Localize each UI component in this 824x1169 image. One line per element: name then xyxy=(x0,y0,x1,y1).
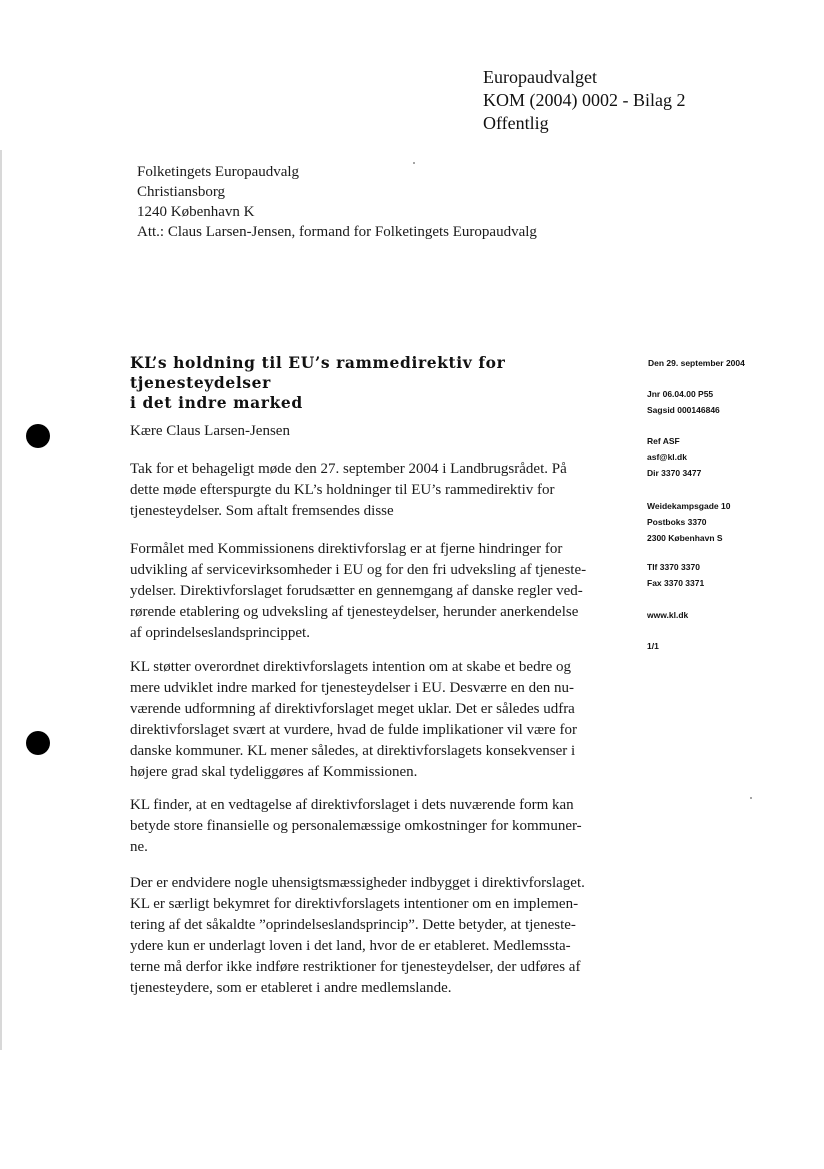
salutation: Kære Claus Larsen-Jensen xyxy=(130,423,290,439)
sender-phone: Tlf 3370 3370 xyxy=(647,562,700,572)
sidebar-address xyxy=(647,498,730,546)
paragraph-line: tjenesteydelser. Som aftalt fremsendes disse xyxy=(130,503,394,519)
contact-ref: Ref ASF xyxy=(647,436,680,446)
subject-line-1: KL’s holdning til EU’s rammedirektiv for tjenesteydelser xyxy=(130,353,506,392)
paragraph-line: ydere kun er underlagt loven i det land, hvor de er etableret. Medlemssta- xyxy=(130,938,571,954)
paragraph-line: Formålet med Kommissionens direktivforslag er at fjerne hindringer for xyxy=(130,541,563,557)
punch-hole-top xyxy=(26,424,50,448)
paragraph-1 xyxy=(130,459,610,522)
case-id: Sagsid 000146846 xyxy=(647,405,720,415)
paragraph-line: danske kommuner. KL mener således, at direktivforslagets konsekvenser i xyxy=(130,743,576,759)
letter-subject xyxy=(130,353,620,413)
scan-speck xyxy=(750,797,752,799)
recipient-name: Folketingets Europaudvalg xyxy=(137,164,300,180)
page-edge xyxy=(0,150,2,1050)
contact-direct-phone: Dir 3370 3477 xyxy=(647,468,702,478)
journal-number: Jnr 06.04.00 P55 xyxy=(647,389,714,399)
sender-postbox: Postboks 3370 xyxy=(647,517,707,527)
paragraph-line: værende udformning af direktivforslaget meget uklar. Det er således udfra xyxy=(130,701,575,717)
paragraph-line: KL støtter overordnet direktivforslagets intention om at skabe et bedre og xyxy=(130,659,571,675)
paragraph-line: af oprindelseslandsprincippet. xyxy=(130,625,310,641)
paragraph-3 xyxy=(130,657,610,783)
paragraph-2 xyxy=(130,539,610,644)
sidebar-case-refs xyxy=(647,386,720,418)
subject-line-2: i det indre marked xyxy=(130,393,303,412)
paragraph-line: betyde store finansielle og personalemæssige omkostninger for kommuner- xyxy=(130,818,582,834)
paragraph-4 xyxy=(130,795,610,858)
paragraph-5 xyxy=(130,873,610,999)
committee-name: Europaudvalget xyxy=(483,67,597,87)
paragraph-line: KL finder, at en vedtagelse af direktivforslaget i dets nuværende form kan xyxy=(130,797,574,813)
paragraph-line: Tak for et behageligt møde den 27. september 2004 i Landbrugsrådet. På xyxy=(130,461,567,477)
document-reference: KOM (2004) 0002 - Bilag 2 xyxy=(483,90,686,110)
document-header xyxy=(483,66,685,135)
sidebar-date: Den 29. september 2004 xyxy=(648,358,745,368)
page-number: 1/1 xyxy=(647,641,659,651)
paragraph-line: ne. xyxy=(130,839,148,855)
sidebar-contact xyxy=(647,433,701,481)
recipient-postal-city: 1240 København K xyxy=(137,204,255,220)
paragraph-line: udvikling af servicevirksomheder i EU og for den fri udveksling af tjeneste- xyxy=(130,562,587,578)
paragraph-line: rørende etablering og udveksling af tjenesteydelser, herunder anerkendelse xyxy=(130,604,579,620)
sender-street: Weidekampsgade 10 xyxy=(647,501,731,511)
paragraph-line: KL er særligt bekymret for direktivforslagets intentioner om en implemen- xyxy=(130,896,579,912)
paragraph-line: ydelser. Direktivforslaget forudsætter en gennemgang af danske regler ved- xyxy=(130,583,583,599)
paragraph-line: dette møde efterspurgte du KL’s holdninger til EU’s rammedirektiv for xyxy=(130,482,555,498)
paragraph-line: Der er endvidere nogle uhensigtsmæssigheder indbygget i direktivforslaget. xyxy=(130,875,585,891)
paragraph-line: terne må derfor ikke indføre restriktioner for tjenesteydelser, der udføres af xyxy=(130,959,581,975)
contact-email: asf@kl.dk xyxy=(647,452,687,462)
sender-fax: Fax 3370 3371 xyxy=(647,578,705,588)
paragraph-line: højere grad skal tydeliggøres af Kommissionen. xyxy=(130,764,418,780)
sidebar-phone xyxy=(647,559,704,591)
paragraph-line: direktivforslaget svært at vurdere, hvad de fulde implikationer vil være for xyxy=(130,722,577,738)
paragraph-line: tering af det såkaldte ”oprindelseslandsprincip”. Dette betyder, at tjeneste- xyxy=(130,917,576,933)
recipient-address xyxy=(137,162,537,242)
sender-city: 2300 København S xyxy=(647,533,723,543)
punch-hole-bottom xyxy=(26,731,50,755)
paragraph-line: mere udviklet indre marked for tjenesteydelser i EU. Desværre en den nu- xyxy=(130,680,575,696)
recipient-attention: Att.: Claus Larsen-Jensen, formand for Folketingets Europaudvalg xyxy=(137,224,537,240)
paragraph-line: tjenesteydere, som er etableret i andre medlemslande. xyxy=(130,980,452,996)
classification-label: Offentlig xyxy=(483,113,549,133)
sender-website: www.kl.dk xyxy=(647,610,689,620)
recipient-building: Christiansborg xyxy=(137,184,226,200)
